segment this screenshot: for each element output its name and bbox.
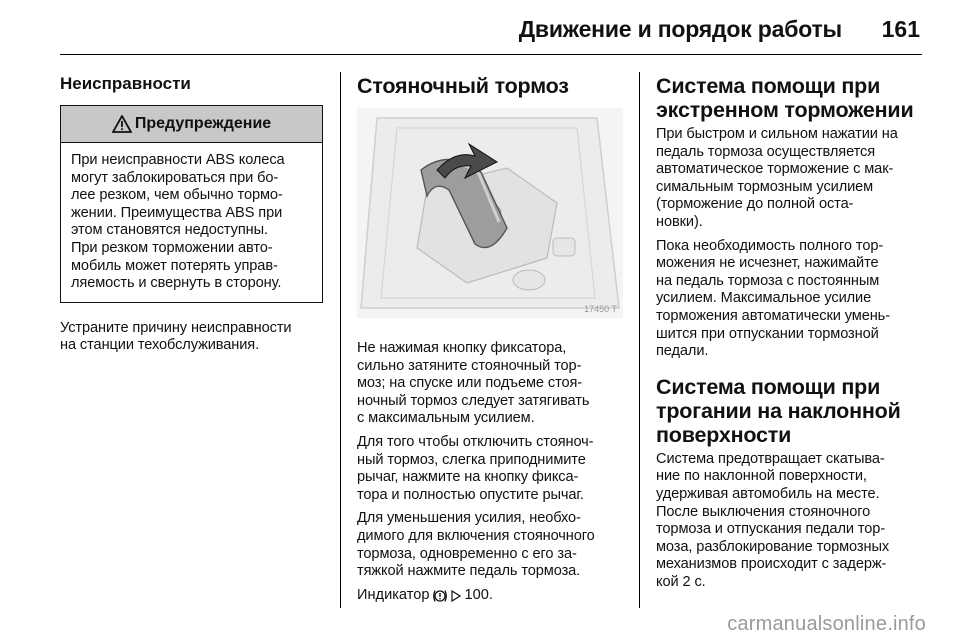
- hill-start-para: Система предотвращает скатыва- ние по наклонной поверхности, удерживая автомобиль на месте. После выключения стояночного тормоза и отпускания педали тор- моза, разблокирование тормозных механизмов происходит с задерж- кой 2 с.: [656, 450, 890, 590]
- right-column: [656, 74, 926, 597]
- emergency-braking-para1: При быстром и сильном нажатии на педаль тормоза осуществляется автоматическое торможение с мак- симальным тормозным усилием (торможение до полной оста- новки).: [656, 126, 898, 230]
- parking-brake-indicator-icon: [432, 588, 448, 604]
- warning-box: [60, 105, 323, 303]
- warning-text: При неисправности ABS колеса могут заблокироваться при бо- лее резком, чем обычно тормо- жении. Преимущества ABS при этом становятся недоступны. При резком торможении авто- мобиль может потерять управ- ляемость и свернуть в сторону.: [71, 152, 285, 292]
- warning-title: Предупреждение: [134, 115, 272, 132]
- emergency-braking-heading: Система помощи при экстренном торможении: [656, 74, 914, 122]
- remedy-text: Устраните причину неисправности на станции техобслуживания.: [60, 319, 292, 354]
- emergency-braking-para2: Пока необходимость полного тор- можения не исчезнет, нажимайте на педаль тормоза с постоянным усилием. Максимальное усилие торможения автоматически умень- шится при отпускании тормозной педали.: [656, 237, 890, 360]
- parking-brake-heading: Стояночный тормоз: [357, 74, 569, 98]
- release-instructions: Для того чтобы отключить стояноч- ный тормоз, слегка приподнимите рычаг, нажмите на кнопку фикса- тора и полностью опустите рычаг.: [357, 433, 594, 503]
- header-rule: [60, 54, 922, 55]
- engage-instructions: Не нажимая кнопку фиксатора, сильно затяните стояночный тор- моз; на спуске или подъеме стоя- ночный тормоз следует затягивать с максимальным усилием.: [357, 340, 590, 427]
- page-reference-arrow-icon: [451, 590, 461, 602]
- page-number: 161: [881, 16, 920, 42]
- malfunction-heading: Неисправности: [60, 74, 191, 93]
- figure-code: 17450 T: [584, 304, 617, 314]
- column-divider-left: [340, 72, 341, 608]
- indicator-label: Индикатор: [357, 586, 430, 603]
- parking-brake-illustration: [357, 108, 623, 318]
- column-divider-right: [639, 72, 640, 608]
- left-column: [60, 74, 324, 361]
- warning-header: [61, 106, 322, 143]
- parking-brake-lever-drawing: [357, 108, 623, 318]
- hill-start-heading: Система помощи при трогании на наклонной поверхности: [656, 374, 901, 447]
- page-header-title: Движение и порядок работы: [518, 16, 842, 42]
- force-reduction-instructions: Для уменьшения усилия, необхо- димого для включения стояночного тормоза, одновременно с его за- тяжкой нажмите педаль тормоза.: [357, 510, 595, 580]
- middle-column: [357, 74, 627, 604]
- watermark: carmanualsonline.info: [727, 613, 926, 635]
- indicator-reference: [357, 587, 627, 605]
- warning-triangle-icon: [112, 115, 132, 133]
- indicator-page-ref: 100.: [464, 586, 493, 603]
